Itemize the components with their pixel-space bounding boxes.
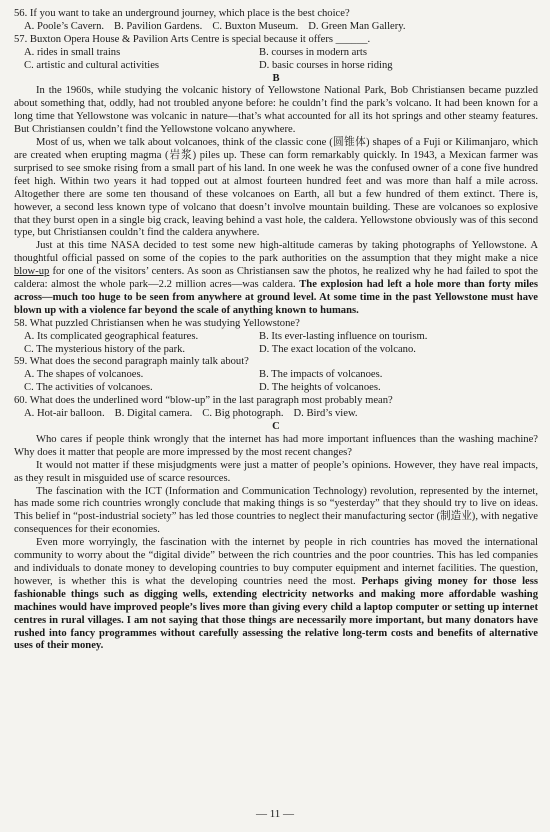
page-number: — 11 — (255, 808, 295, 820)
option-b: B. courses in modern arts (259, 46, 367, 58)
option-a: A. Hot-air balloon. (24, 408, 105, 420)
option-b: B. The impacts of volcanoes. (259, 369, 383, 381)
option-b: B. Its ever-lasting influence on tourism. (259, 330, 428, 342)
question-57 (14, 34, 538, 73)
question-text: 58. What puzzled Christiansen when he was studying Yellowstone? (14, 317, 300, 329)
option-c: C. artistic and cultural activities (24, 59, 160, 71)
option-b: B. Pavilion Gardens. (114, 20, 203, 32)
options (24, 408, 538, 421)
option-c: C. The activities of volcanoes. (24, 382, 153, 394)
passage-c-paragraph-4 (14, 537, 538, 653)
options (24, 331, 538, 357)
question-56 (14, 8, 538, 34)
option-d: D. Green Man Gallery. (308, 20, 406, 32)
paragraph-text: for one of the visitors’ centers. As soon as Christiansen saw the photos, he realized why he had failed to spot the caldera: almost the whole park—2.2 million acres—was caldera. (14, 266, 538, 291)
underlined-word: blow-up (14, 266, 50, 278)
paragraph-text: Even more worryingly, the fascination with the internet by people in rich countries has moved the international community to worry about the “digital divide” between the rich countries and the poor countries. This has led companies and individuals to donate money to developing countries to buy computer equipment and internet facilities. The question, however, is whether this is what the developing countries need the most. (14, 537, 538, 587)
question-text: 56. If you want to take an underground journey, which place is the best choice? (14, 8, 350, 19)
option-d: D. The heights of volcanoes. (259, 382, 381, 394)
option-a: A. rides in small trains (24, 46, 121, 58)
passage-b-paragraph-2: Most of us, when we talk about volcanoes, think of the classic cone (圆锥体) shapes of a Fuji or Kilimanjaro, which are created when erupting magma (岩浆) piles up. These can form remarkably quickly. In 1943, a Mexican farmer was surprised to see smoke rising from a small part of his land. In one week he was the confused owner of a cone five hundred feet high. Within two years it had topped out at almost fourteen hundred feet and was more than half a mile across. Altogether there are some ten thousand of these volcanoes on Earth, all but a few hundred of them extinct. There is, however, a second less known type of volcano that doesn’t involve mountain building. These are volcanoes so explosive that they burst open in a single big crack, leaving behind a vast hole, the caldera. Yellowstone obviously was of this second type, but Christiansen couldn’t find the caldera anywhere. (14, 137, 538, 239)
options (24, 47, 538, 73)
passage-b-heading: B (272, 72, 280, 84)
passage-c-heading: C (272, 421, 280, 432)
question-text: 59. What does the second paragraph mainly talk about? (14, 356, 249, 368)
paragraph-text: Just at this time NASA decided to test some new high-altitude cameras by taking photographs of Yellowstone. A thoughtful official passed on some of the copies to the park authorities on the assumption that they might make a nice (14, 240, 538, 265)
option-c: C. Big photograph. (202, 408, 284, 420)
passage-c-paragraph-2: It would not matter if these misjudgments were just a matter of people’s opinions. However, they have real impacts, as they result in misguided use of scarce resources. (14, 459, 538, 484)
option-a: A. Its complicated geographical features. (24, 330, 199, 342)
question-text: 57. Buxton Opera House & Pavilion Arts Centre is special because it offers ______. (14, 33, 371, 45)
passage-c-paragraph-1: Who cares if people think wrongly that the internet has had more important influences than the washing machine? Why does it matter that people are more impressed by the most recent changes? (14, 433, 538, 458)
question-59 (14, 356, 538, 395)
exam-page (14, 8, 538, 653)
option-d: D. basic courses in horse riding (259, 59, 393, 71)
passage-b-paragraph-3 (14, 240, 538, 317)
option-c: C. The mysterious history of the park. (24, 343, 186, 355)
bold-text: The explosion had left a hole more than forty miles across—much too huge to be seen from anywhere at ground level. At some time in the past Yellowstone must have blown up with a violence far beyond the scale of anything known to humans. (14, 279, 538, 316)
option-d: D. The exact location of the volcano. (259, 343, 416, 355)
passage-b-paragraph-1: In the 1960s, while studying the volcanic history of Yellowstone National Park, Bob Christiansen became puzzled about something that, oddly, had not troubled anyone before: he couldn’t find the park’s volcano. It had been known for a long time that Yellowstone was volcanic in nature—that’s what accounted for all its hot springs and other steamy features. But Christiansen couldn’t find the Yellowstone volcano anywhere. (14, 85, 538, 136)
option-d: D. Bird’s view. (293, 408, 358, 420)
question-60 (14, 395, 538, 421)
question-58 (14, 318, 538, 357)
bold-text: Perhaps giving money for those less fashionable things such as digging wells, extending electricity networks and making more affordable washing machines would have improved people’s lives more than giving every child a laptop computer or setting up internet centres in rural villages. I am not saying that those things are necessarily more important, but many donators have rushed into fancy programmes without carefully assessing the relative long-term costs and benefits of alternative uses of their money. (14, 575, 538, 652)
question-text: 60. What does the underlined word “blow-up” in the last paragraph most probably mean? (14, 395, 393, 407)
passage-c-paragraph-3: The fascination with the ICT (Information and Communication Technology) revolution, represented by the internet, has made some rich countries wrongly conclude that making things is so “yesterday” that they should try to live on ideas. This belief in “post-industrial society” has led those countries to neglect their manufacturing sector (制造业), with negative consequences for their economies. (14, 485, 538, 536)
option-a: A. The shapes of volcanoes. (24, 369, 144, 381)
option-c: C. Buxton Museum. (212, 20, 299, 32)
option-b: B. Digital camera. (114, 408, 193, 420)
option-a: A. Poole’s Cavern. (24, 20, 105, 32)
options (24, 369, 538, 395)
options (24, 21, 538, 34)
